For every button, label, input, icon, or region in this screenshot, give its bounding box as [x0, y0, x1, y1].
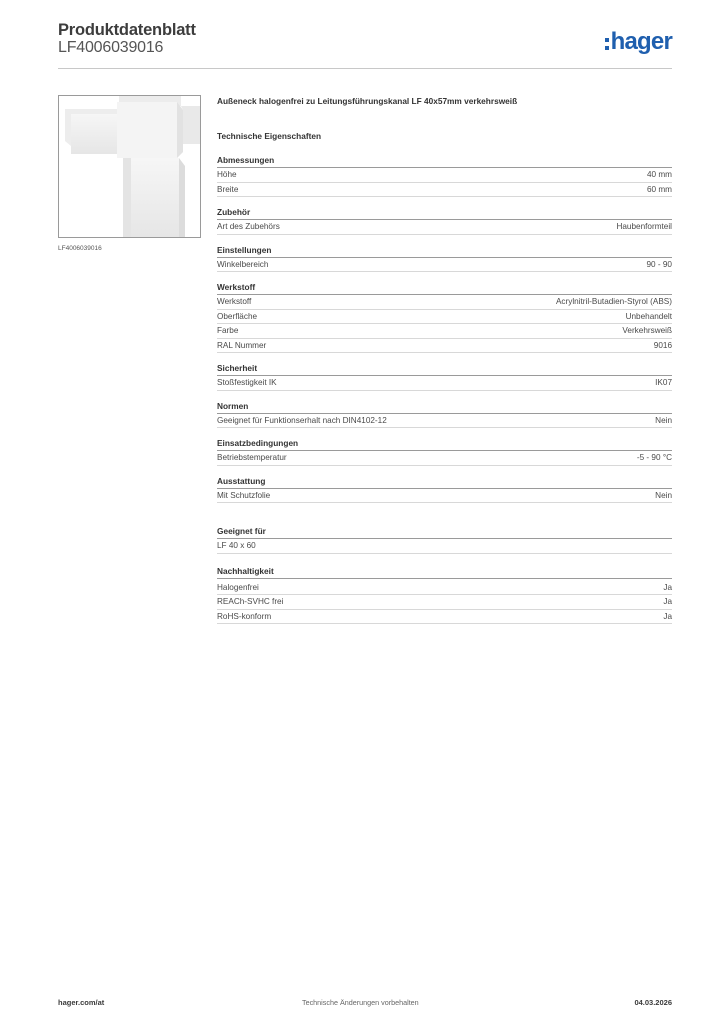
- section-einsatzbedingungen: [217, 438, 672, 466]
- property-value: -5 - 90 °C: [636, 453, 672, 462]
- property-row: [217, 168, 672, 183]
- technical-properties-heading: Technische Eigenschaften: [217, 131, 322, 141]
- footer-date: 04.03.2026: [634, 998, 672, 1007]
- outer-corner-product-illustration: [59, 96, 200, 237]
- footer-website-link[interactable]: hager.com/at: [58, 998, 105, 1007]
- property-label: RoHS-konform: [217, 611, 272, 621]
- property-label: LF 40 x 60: [217, 541, 256, 550]
- property-label: Geeignet für Funktionserhalt nach DIN4102-12: [217, 415, 387, 425]
- property-value: Ja: [663, 611, 672, 621]
- property-row: [217, 414, 672, 429]
- section-title: Geeignet für: [217, 526, 672, 539]
- section-title: Einsatzbedingungen: [217, 438, 672, 451]
- property-value: 90 - 90: [646, 259, 672, 269]
- property-label: Werkstoff: [217, 297, 252, 306]
- logo-dots-icon: [605, 38, 609, 50]
- property-value: Nein: [655, 415, 672, 425]
- section-ausstattung: [217, 476, 672, 504]
- property-label: Oberfläche: [217, 311, 258, 321]
- property-row: [217, 489, 672, 504]
- section-title: Sicherheit: [217, 363, 672, 376]
- property-label: Winkelbereich: [217, 259, 269, 269]
- property-value: Nein: [655, 490, 672, 500]
- hager-logo: [605, 29, 672, 55]
- property-row: [217, 539, 672, 554]
- document-title: Produktdatenblatt: [58, 21, 196, 39]
- property-label: Halogenfrei: [217, 582, 259, 592]
- property-row: [217, 183, 672, 198]
- property-label: Betriebstemperatur: [217, 453, 287, 462]
- property-value: Verkehrsweiß: [622, 326, 672, 335]
- property-value: IK07: [655, 378, 672, 387]
- section-title: Abmessungen: [217, 155, 672, 168]
- section-nachhaltigkeit: [217, 566, 672, 625]
- property-value: Ja: [663, 582, 672, 592]
- product-name: Außeneck halogenfrei zu Leitungsführungskanal LF 40x57mm verkehrsweiß: [217, 96, 518, 106]
- section-sicherheit: [217, 363, 672, 391]
- section-title: Zubehör: [217, 207, 672, 220]
- property-row: [217, 310, 672, 325]
- property-row: [217, 324, 672, 339]
- footer-notice: Technische Änderungen vorbehalten: [302, 998, 419, 1007]
- property-row: [217, 451, 672, 466]
- property-label: Höhe: [217, 170, 237, 179]
- property-value: 9016: [653, 340, 672, 350]
- property-value: Ja: [663, 597, 672, 606]
- section-normen: [217, 401, 672, 429]
- section-title: Normen: [217, 401, 672, 414]
- section-abmessungen: [217, 155, 672, 197]
- section-werkstoff: [217, 282, 672, 353]
- property-value: Acrylnitril-Butadien-Styrol (ABS): [555, 297, 672, 306]
- section-geeignet-fuer: [217, 526, 672, 554]
- section-einstellungen: [217, 245, 672, 273]
- property-row: [217, 220, 672, 235]
- property-label: REACh-SVHC frei: [217, 597, 284, 606]
- property-label: Breite: [217, 184, 239, 194]
- property-label: Farbe: [217, 326, 239, 335]
- property-label: Mit Schutzfolie: [217, 490, 271, 500]
- product-details: [217, 95, 672, 624]
- section-title: Nachhaltigkeit: [217, 566, 672, 579]
- property-row: [217, 595, 672, 610]
- property-value: 40 mm: [646, 170, 672, 179]
- image-caption: LF4006039016: [58, 245, 102, 252]
- property-row: [217, 581, 672, 596]
- product-image: [58, 95, 201, 238]
- section-title: Ausstattung: [217, 476, 672, 489]
- property-row: [217, 610, 672, 625]
- section-title: Werkstoff: [217, 282, 672, 295]
- property-row: [217, 295, 672, 310]
- section-zubehoer: [217, 207, 672, 235]
- product-number: LF4006039016: [58, 39, 164, 56]
- section-title: Einstellungen: [217, 245, 672, 258]
- property-row: [217, 376, 672, 391]
- property-label: RAL Nummer: [217, 340, 267, 350]
- property-value: Unbehandelt: [625, 311, 672, 321]
- property-value: Haubenformteil: [616, 222, 672, 231]
- property-row: [217, 339, 672, 354]
- property-value: 60 mm: [646, 184, 672, 194]
- header-divider: [58, 68, 672, 69]
- property-row: [217, 258, 672, 273]
- logo-text: hager: [610, 28, 672, 55]
- property-label: Art des Zubehörs: [217, 222, 280, 231]
- property-label: Stoßfestigkeit IK: [217, 378, 277, 387]
